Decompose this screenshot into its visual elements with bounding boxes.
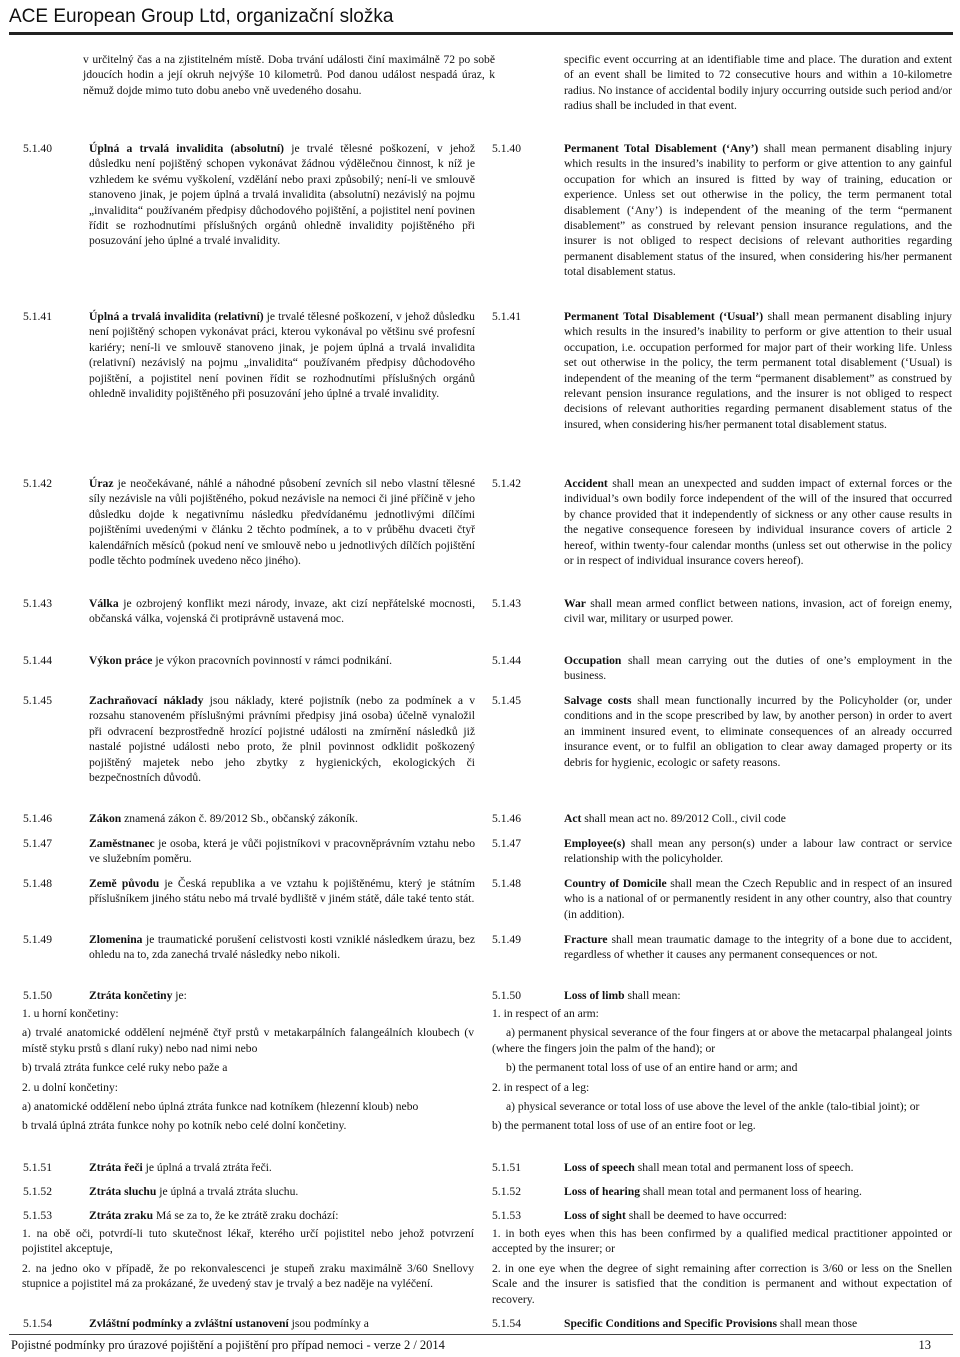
en-section-5-1-53 (492, 1208, 952, 1223)
section-text: shall mean: (624, 989, 681, 1002)
section-term: Employee(s) (564, 837, 626, 850)
cz-section-5-1-53 (23, 1208, 475, 1223)
section-number: 5.1.52 (492, 1185, 521, 1198)
cz-section-5-1-49 (23, 932, 475, 963)
section-term: Loss of hearing (564, 1185, 641, 1198)
cz-loss-of-sight-list (22, 1226, 474, 1292)
section-text: jsou podmínky a (288, 1317, 369, 1330)
section-number: 5.1.45 (492, 694, 521, 707)
section-text: je výkon pracovních povinností v rámci podnikání. (152, 654, 393, 667)
page-number: 13 (918, 1338, 931, 1352)
section-number: 5.1.40 (492, 142, 521, 155)
section-term: Úraz (89, 477, 114, 490)
section-term: Úplná a trvalá invalidita (relativní) (89, 310, 264, 323)
list-item: a) anatomické oddělení nebo úplná ztráta funkce nad kotníkem (hlezenní kloub) nebo (22, 1100, 419, 1114)
section-number: 5.1.51 (492, 1161, 521, 1174)
cz-section-5-1-42 (23, 476, 475, 568)
section-text: Má se za to, že ke ztrátě zraku dochází: (153, 1209, 339, 1222)
section-text: je trvalé tělesné poškození, v jehož důsledku není pojištěný schopen vykonávat žádnou výdělečnou činnost, k níž je vzhledem ke svému vyškolení, vzdělání nebo praxi způsobilý; není-li ve smlouvě stanoveno jinak, je pojem úplná a trvalá invalidita (absolutní) nezávislý na pojmu „invalidita“ používaném předpisy důchodového pojištění, a pojistitel není povinen řídit se rozhodnutími příslušných orgánů ohledně invalidity pojištěného při posuzování jeho úplné a trvalé invalidity. (89, 142, 475, 248)
section-term: Occupation (564, 654, 622, 667)
section-text: shall mean total and permanent loss of speech. (634, 1161, 854, 1174)
cz-section-5-1-46 (23, 811, 475, 826)
en-section-5-1-51 (492, 1160, 952, 1175)
section-term: Zachraňovací náklady (89, 694, 204, 707)
section-number: 5.1.49 (23, 933, 52, 946)
section-text: je trvalé tělesné poškození, v jehož důsledku není pojištěný schopen vykonávat práci, kterou vykonával po většinu své profesní kariéry; není-li ve smlouvě stanoveno jinak, je pojem úplná a trvalá invalidita (relativní) nezávislý na pojmu „invalidita“ používaném předpisy důchodového pojištění, a pojistitel není povinen řídit se rozhodnutími příslušných orgánů ohledně invalidity pojištěného při posuzování jeho úplné a trvalé invalidity. (89, 310, 475, 401)
section-number: 5.1.46 (492, 812, 521, 825)
section-number: 5.1.41 (23, 310, 52, 323)
section-text: je úplná a trvalá ztráta sluchu. (156, 1185, 299, 1198)
list-item: b) trvalá ztráta funkce celé ruky nebo paže a (22, 1061, 228, 1075)
cz-section-5-1-40 (23, 141, 475, 249)
en-section-5-1-42 (492, 476, 952, 568)
section-term: War (564, 597, 586, 610)
list-item: a) permanent physical severance of the four fingers at or above the metacarpal phalangeal joints (where the fingers join the palm of the hand); or (492, 1026, 952, 1055)
section-number: 5.1.44 (492, 654, 521, 667)
section-text: je osoba, která je vůči pojistníkovi v pracovněprávním vztahu nebo ve služebním poměru. (89, 837, 475, 866)
section-number: 5.1.54 (23, 1317, 52, 1330)
en-section-5-1-41 (492, 309, 952, 432)
list-item: b trvalá úplná ztráta funkce nohy po kotník nebo celé dolní končetiny. (22, 1119, 347, 1133)
en-section-5-1-44 (492, 653, 952, 684)
section-number: 5.1.50 (23, 989, 52, 1002)
section-term: Loss of limb (564, 989, 625, 1002)
section-term: Permanent Total Disablement (‘Any’) (564, 142, 759, 155)
section-text: shall mean act no. 89/2012 Coll., civil code (581, 812, 786, 825)
section-term: Zákon (89, 812, 122, 825)
section-term: Země původu (89, 877, 160, 890)
section-number: 5.1.47 (492, 837, 521, 850)
section-term: Ztráta zraku (89, 1209, 154, 1222)
section-number: 5.1.50 (492, 989, 521, 1002)
section-term: Úplná a trvalá invalidita (absolutní) (89, 142, 285, 155)
en-section-5-1-48 (492, 876, 952, 922)
section-term: Ztráta sluchu (89, 1185, 157, 1198)
section-number: 5.1.41 (492, 310, 521, 323)
section-text: shall mean an unexpected and sudden impact of external forces or the individual’s own bodily force independent of the will of the insured that occurred by chance provided that it independently of sickness or any other cause results in the negative consequence foreseen by individual insurance covers of article 2 hereof, within twenty-four calendar months (unless set out otherwise in the policy or in respect of individual insurance covers hereof). (564, 477, 952, 568)
list-item: b) the permanent total loss of use of an entire foot or leg. (492, 1119, 756, 1133)
list-item: 2. na jedno oko v případě, že po rekonvalescenci je stupeň zraku maximálně 3/60 Snellovy stupnice a pojistitel má za prokázané, že uvedený stav je trvalý a bez naděje na vyléčení. (22, 1261, 474, 1291)
en-section-5-1-43 (492, 596, 952, 627)
section-term: Specific Conditions and Specific Provisions (564, 1317, 778, 1330)
en-section-5-1-46 (492, 811, 952, 826)
en-loss-of-limb-list (492, 1006, 952, 1134)
section-text: jsou náklady, které pojistník (nebo za podmínek a v rozsahu stanoveném příslušnými právními předpisy jiná osoba) účelně vynaložil při odvracení bezprostředně hrozící pojistné události na zmírnění následků již nastalé pojistné události nebo proto, že plnil povinnost odklidit poškozený pojištěný majetek nebo jeho zbytky z hygienických, ekologických či bezpečnostních důvodů. (89, 694, 475, 785)
section-text: je neočekávané, náhlé a náhodné působení zevních sil nebo vlastní tělesné síly nezávisle na vůli pojištěného, pokud nezávisle na nemoci či jiné příčině v jeho důsledku dojde k negativnímu následku předvídanému jednotlivými dílčími pojištěními uvedenými v článku 2 těchto podmínek, a to v průběhu dvaceti čtyř kalendářních měsíců (pokud není ve smlouvě nebo u jednotlivých dílčích pojištění podle těchto podmínek uvedeno něco jiného). (89, 477, 475, 568)
section-text: shall mean total and permanent loss of hearing. (640, 1185, 862, 1198)
section-text: shall mean carrying out the duties of one’s employment in the business. (564, 654, 952, 683)
en-section-5-1-49 (492, 932, 952, 963)
section-text: je Česká republika a ve vztahu k pojištěnému, který je státním příslušníkem jiného státu nebo má trvalé bydliště v jiném státě, dále také tento stát. (89, 877, 475, 906)
cz-intro: v určitelný čas a na zjistitelném místě. Doba trvání události činí maximálně 72 po sobě jdoucích hodin a její okruh nejvýše 10 kilometrů. Pod danou událost nespadá úraz, k němuž dojde mimo tuto dobu anebo vně uvedeného dosahu. (83, 53, 495, 97)
list-item: 1. u horní končetiny: (22, 1007, 119, 1020)
section-text: je traumatické porušení celistvosti kosti vzniklé následkem úrazu, bez ohledu na to, zda zanechá trvalé následky nebo nikoli. (89, 933, 475, 962)
en-section-5-1-50 (492, 988, 952, 1003)
section-term: Zaměstnanec (89, 837, 155, 850)
section-text: shall mean the Czech Republic and in respect of an insured who is a national of or permanently resident in any other country, also that country (in addition). (564, 877, 952, 921)
section-text: shall mean functionally incurred by the Policyholder (or, under conditions and in the scope prescribed by law, by another person) in order to avert an imminent insured event, to eliminate consequences of an already occurred insurance event, or to fulfil an obligation to clear away damaged property or its debris for hygienic, ecologic or safety reasons. (564, 694, 952, 769)
section-term: Zvláštní podmínky a zvláštní ustanovení (89, 1317, 289, 1330)
section-number: 5.1.44 (23, 654, 52, 667)
section-number: 5.1.53 (492, 1209, 521, 1222)
list-item: 2. in respect of a leg: (492, 1080, 590, 1094)
section-text: znamená zákon č. 89/2012 Sb., občanský zákoník. (121, 812, 358, 825)
footer-rule (9, 1334, 953, 1335)
cz-section-5-1-51 (23, 1160, 475, 1175)
section-term: Act (564, 812, 582, 825)
cz-section-5-1-43 (23, 596, 475, 627)
section-number: 5.1.54 (492, 1317, 521, 1330)
section-term: Salvage costs (564, 694, 632, 707)
section-number: 5.1.40 (23, 142, 52, 155)
section-term: Ztráta řeči (89, 1161, 143, 1174)
header-rule (9, 32, 953, 35)
en-loss-of-sight-list (492, 1226, 952, 1307)
cz-section-5-1-54 (23, 1316, 475, 1331)
cz-section-5-1-44 (23, 653, 475, 668)
section-number: 5.1.42 (23, 477, 52, 490)
en-section-5-1-47 (492, 836, 952, 867)
section-number: 5.1.45 (23, 694, 52, 707)
section-number: 5.1.46 (23, 812, 52, 825)
cz-section-5-1-48 (23, 876, 475, 907)
section-number: 5.1.53 (23, 1209, 52, 1222)
section-number: 5.1.43 (23, 597, 52, 610)
cz-section-5-1-41 (23, 309, 475, 401)
cz-section-5-1-50 (23, 988, 475, 1003)
section-term: Loss of speech (564, 1161, 635, 1174)
section-number: 5.1.52 (23, 1185, 52, 1198)
cz-section-5-1-45 (23, 693, 475, 785)
section-term: Fracture (564, 933, 608, 946)
list-item: 2. u dolní končetiny: (22, 1080, 118, 1094)
section-text: shall mean those (777, 1317, 858, 1330)
document-footer (11, 1336, 931, 1354)
section-text: shall be deemed to have occurred: (625, 1209, 787, 1222)
footer-text: Pojistné podmínky pro úrazové pojištění a pojištění pro případ nemoci - verze 2 / 2014 (11, 1338, 445, 1352)
list-item: a) physical severance or total loss of use above the level of the ankle (talo-tibial joint); or (506, 1100, 920, 1114)
section-text: shall mean armed conflict between nations, invasion, act of foreign enemy, civil war, military or usurped power. (564, 597, 952, 626)
section-number: 5.1.43 (492, 597, 521, 610)
section-number: 5.1.48 (23, 877, 52, 890)
section-number: 5.1.47 (23, 837, 52, 850)
section-term: Loss of sight (564, 1209, 626, 1222)
section-term: Ztráta končetiny (89, 989, 173, 1002)
section-number: 5.1.51 (23, 1161, 52, 1174)
section-number: 5.1.49 (492, 933, 521, 946)
section-term: Válka (89, 597, 119, 610)
en-section-5-1-54 (492, 1316, 952, 1331)
en-section-5-1-40 (492, 141, 952, 280)
section-text: je úplná a trvalá ztráta řeči. (142, 1161, 272, 1174)
section-term: Country of Domicile (564, 877, 667, 890)
section-number: 5.1.42 (492, 477, 521, 490)
section-text: shall mean any person(s) under a labour law contract or service relationship with the policyholder. (564, 837, 952, 866)
cz-section-5-1-47 (23, 836, 475, 867)
cz-section-5-1-52 (23, 1184, 475, 1199)
en-intro: specific event occurring at an identifiable time and place. The duration and extent of an event shall be limited to 72 consecutive hours and within a 10-kilometre radius. No instance of accidental bodily injury occurring outside such period and/or radius shall be included in that event. (564, 53, 952, 113)
list-item: a) trvalé anatomické oddělení nejméně čtyř prstů v metakarpálních falangeálních kloubech (v místě styku prstů s dlaní ruky) nebo nad nimi nebo (22, 1026, 474, 1055)
en-section-5-1-52 (492, 1184, 952, 1199)
section-text: shall mean permanent disabling injury which results in the insured’s inability to perform or give attention to their usual occupation, i.e. occupation performed for major part of their working life. Unless set out otherwise in the policy, the term permanent total disablement (‘Usual) is independent of the meaning of the term “permanent disablement” as construed by relevant pension insurance regulations, and the insurer is not obliged to respect decisions of relevant authorities regarding permanent disablement status of the insured, when considering his/her permanent total disablement status. (564, 310, 952, 431)
section-number: 5.1.48 (492, 877, 521, 890)
list-item: 1. in respect of an arm: (492, 1007, 599, 1020)
cz-loss-of-limb-list (22, 1006, 474, 1134)
section-text: je ozbrojený konflikt mezi národy, invaze, akt cizí nepřátelské mocnosti, občanská válka, vojenská či protiprávně ustavená moc. (89, 597, 475, 626)
section-term: Zlomenina (89, 933, 143, 946)
en-section-5-1-45 (492, 693, 952, 770)
section-text: shall mean traumatic damage to the integrity of a bone due to accident, regardless of whether it causes any permanent consequences or not. (564, 933, 952, 962)
section-text: je: (172, 989, 187, 1002)
list-item: 2. in one eye when the degree of sight remaining after correction is 3/60 or less on the Snellen Scale and the insurer is satisfied that the condition is permanent and without expectation of recovery. (492, 1261, 952, 1306)
list-item: 1. in both eyes when this has been confirmed by a qualified medical practitioner appointed or accepted by the insurer; or (492, 1227, 952, 1256)
list-item: 1. na obě oči, potvrdí-li tuto skutečnost lékař, kterého určí pojistitel nebo jehož potvrzení pojistitel akceptuje, (22, 1227, 474, 1256)
section-term: Výkon práce (89, 654, 153, 667)
section-text: shall mean permanent disabling injury which results in the insured’s inability to perform or give attention to any gainful occupation for which an insured is fitted by way of training, education or experience. Unless set out otherwise in the policy, the term permanent total disablement (‘Any’) is independent of the meaning of the term “permanent disablement” as construed by relevant pension insurance regulations, and the insurer is not obliged to respect decisions of relevant authorities regarding permanent disablement status of the insured, when considering his/her permanent total disablement status. (564, 142, 952, 279)
list-item: b) the permanent total loss of use of an entire hand or arm; and (506, 1061, 798, 1075)
section-term: Permanent Total Disablement (‘Usual’) (564, 310, 764, 323)
section-term: Accident (564, 477, 608, 490)
document-header: ACE European Group Ltd, organizační složka (9, 6, 394, 27)
